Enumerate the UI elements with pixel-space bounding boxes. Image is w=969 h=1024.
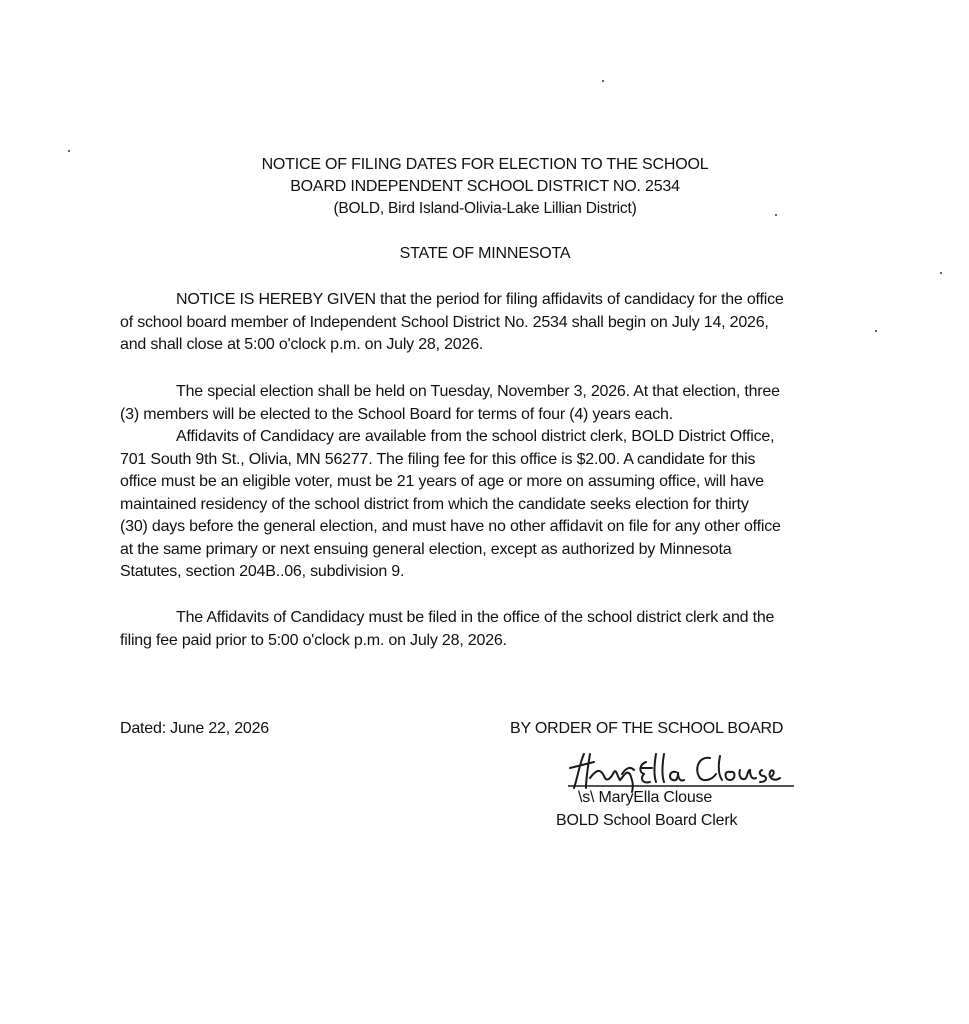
election-details-paragraph	[120, 381, 850, 584]
paragraph-line: maintained residency of the school district from which the candidate seeks election for thirty	[120, 495, 749, 513]
paragraph-line: filing fee paid prior to 5:00 o'clock p.m. on July 28, 2026.	[120, 631, 507, 649]
paragraph-line: The Affidavits of Candidacy must be filed in the office of the school district clerk and the	[176, 609, 775, 626]
paragraph-line: 701 South 9th St., Olivia, MN 56277. The filing fee for this office is $2.00. A candidate for this	[120, 450, 756, 468]
paragraph-line: and shall close at 5:00 o'clock p.m. on July 28, 2026.	[120, 336, 484, 353]
scan-speck	[875, 330, 877, 332]
filing-period-paragraph	[120, 289, 850, 357]
paragraph-line: office must be an eligible voter, must be 21 years of age or more on assuming office, will have	[120, 473, 764, 490]
paragraph-line: (30) days before the general election, and must have no other affidavit on file for any other office	[120, 518, 781, 535]
paragraph-line: at the same primary or next ensuing general election, except as authorized by Minnesota	[120, 540, 732, 558]
paragraph-line: (3) members will be elected to the School Board for terms of four (4) years each.	[120, 405, 673, 423]
title-line: BOARD INDEPENDENT SCHOOL DISTRICT NO. 2534	[290, 178, 680, 195]
title-line: NOTICE OF FILING DATES FOR ELECTION TO THE SCHOOL	[261, 156, 709, 173]
dated-line: Dated: June 22, 2026	[120, 720, 270, 737]
by-order-line: BY ORDER OF THE SCHOOL BOARD	[510, 720, 784, 737]
paragraph-line: of school board member of Independent School District No. 2534 shall begin on July 14, 2026,	[120, 313, 769, 331]
filing-deadline-paragraph	[120, 607, 850, 652]
scan-speck	[602, 80, 604, 82]
paragraph-line: The special election shall be held on Tuesday, November 3, 2026. At that election, three	[176, 383, 780, 400]
state-heading: STATE OF MINNESOTA	[399, 245, 571, 262]
scan-speck	[68, 150, 70, 152]
paragraph-line: Affidavits of Candidacy are available from the school district clerk, BOLD District Office,	[176, 428, 775, 445]
notice-title	[150, 154, 820, 220]
scan-speck	[940, 272, 942, 274]
paragraph-line: NOTICE IS HEREBY GIVEN that the period for filing affidavits of candidacy for the office	[176, 291, 784, 308]
signer-name: \s\ MaryElla Clouse	[578, 789, 713, 806]
signer-title: BOLD School Board Clerk	[556, 812, 738, 829]
paragraph-line: Statutes, section 204B..06, subdivision 9.	[120, 563, 405, 580]
title-line: (BOLD, Bird Island-Olivia-Lake Lillian District)	[333, 200, 637, 217]
scan-speck	[775, 214, 777, 216]
